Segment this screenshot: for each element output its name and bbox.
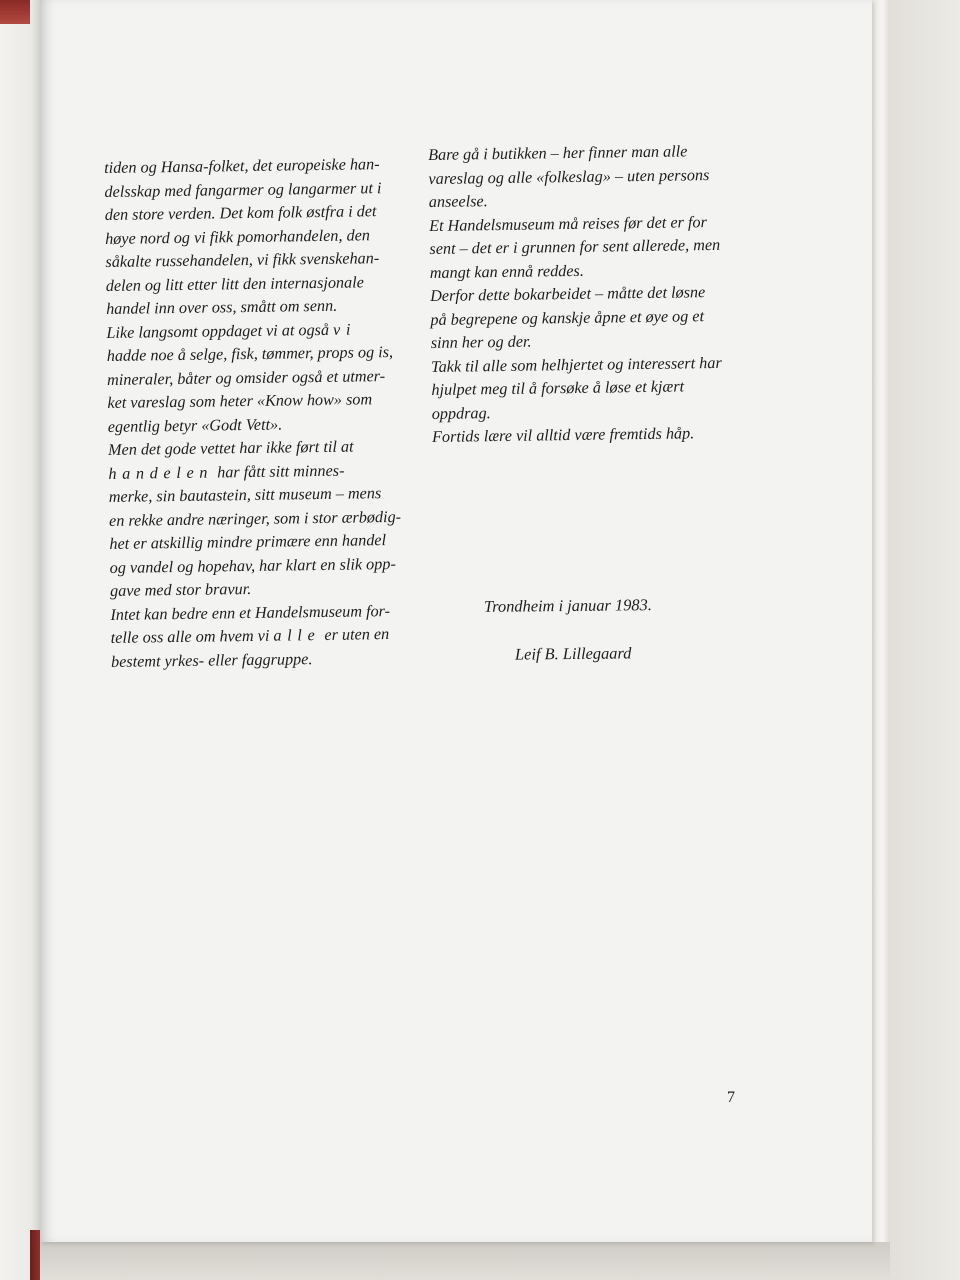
text-segment: ket vareslag som heter «Know how» som bbox=[107, 390, 373, 412]
text-segment: oppdrag. bbox=[431, 403, 491, 423]
text-segment: en rekke andre næringer, som i stor ærbødig- bbox=[108, 507, 402, 530]
text-line bbox=[104, 176, 424, 204]
text-segment: delsskap med fangarmer og langarmer ut i bbox=[104, 178, 382, 201]
signature-author: Leif B. Lillegaard bbox=[514, 643, 632, 664]
text-segment: hjulpet meg til å forsøke å løse et kjært bbox=[431, 377, 685, 399]
text-segment: egentlig betyr «Godt Vett». bbox=[107, 415, 283, 436]
text-segment: handel inn over oss, smått om senn. bbox=[105, 296, 338, 318]
text-segment: Like langsomt oppdaget vi at også bbox=[106, 320, 334, 342]
text-segment: Et Handelsmuseum må reises før det er for bbox=[429, 212, 707, 235]
text-segment: er uten en bbox=[320, 625, 390, 645]
text-segment: Fortids lære vil alltid være fremtids håp. bbox=[431, 424, 695, 446]
text-segment: het er atskillig mindre primære enn handel bbox=[109, 531, 387, 553]
left-text-column bbox=[104, 153, 431, 674]
spaced-emphasis: vi bbox=[332, 319, 357, 339]
text-segment: Takk til alle som helhjertet og interessert har bbox=[430, 353, 722, 376]
signature-place-date: Trondheim i januar 1983. bbox=[483, 595, 652, 616]
book-cover-right bbox=[890, 0, 960, 1280]
text-line bbox=[431, 351, 751, 379]
text-line bbox=[432, 422, 752, 450]
text-segment: på begrepene og kanskje åpne et øye og et bbox=[430, 306, 705, 329]
text-segment: anseelse. bbox=[428, 192, 488, 211]
spaced-emphasis: handelen bbox=[108, 463, 214, 483]
text-line bbox=[111, 646, 431, 674]
text-line bbox=[429, 234, 749, 262]
text-segment: og vandel og hopehav, har klart en slik opp- bbox=[109, 554, 396, 577]
text-segment: telle oss alle om hvem vi bbox=[110, 626, 274, 647]
text-segment: merke, sin bautastein, sitt museum – mens bbox=[108, 484, 382, 506]
text-line bbox=[110, 552, 430, 580]
text-segment: Bare gå i butikken – her finner man alle bbox=[428, 142, 688, 164]
text-segment: delen og litt etter litt den internasjonale bbox=[105, 272, 364, 295]
text-segment: har fått sitt minnes- bbox=[212, 461, 345, 482]
book-cover-edge-top bbox=[0, 0, 30, 24]
text-segment: tiden og Hansa-folket, det europeiske han- bbox=[104, 155, 380, 177]
text-segment: høye nord og vi fikk pomorhandelen, den bbox=[105, 225, 371, 248]
text-segment: bestemt yrkes- eller faggruppe. bbox=[110, 649, 313, 671]
text-line bbox=[107, 364, 427, 392]
text-segment: Intet kan bedre enn et Handelsmuseum for- bbox=[110, 601, 391, 624]
text-segment: mangt kan ennå reddes. bbox=[429, 261, 584, 282]
text-segment: gave med stor bravur. bbox=[109, 579, 252, 600]
facing-page-edge bbox=[0, 0, 44, 1280]
page-number: 7 bbox=[727, 1089, 735, 1106]
text-segment: Derfor dette bokarbeidet – måtte det løsne bbox=[429, 283, 706, 305]
text-segment: Men det gode vettet har ikke ført til at bbox=[107, 437, 354, 459]
spaced-emphasis: alle bbox=[273, 626, 321, 645]
text-line bbox=[428, 163, 748, 191]
text-segment: den store verden. Det kom folk østfra i det bbox=[104, 202, 377, 224]
page-stack-edge bbox=[872, 0, 890, 1250]
text-segment: vareslag og alle «folkeslag» – uten persons bbox=[428, 165, 710, 188]
right-text-column bbox=[428, 140, 752, 450]
text-segment: sent – det er i grunnen for sent allerede, men bbox=[429, 235, 721, 258]
text-segment: mineraler, båter og omsider også et utmer- bbox=[106, 366, 386, 389]
text-line bbox=[105, 247, 425, 275]
text-line bbox=[111, 622, 431, 650]
text-line bbox=[430, 304, 750, 332]
text-segment: såkalte russehandelen, vi fikk svenskehan- bbox=[105, 249, 380, 271]
page-bottom-shadow bbox=[40, 1242, 890, 1280]
text-segment: hadde noe å selge, fisk, tømmer, props og is, bbox=[106, 342, 394, 365]
text-segment: sinn her og der. bbox=[430, 332, 532, 352]
